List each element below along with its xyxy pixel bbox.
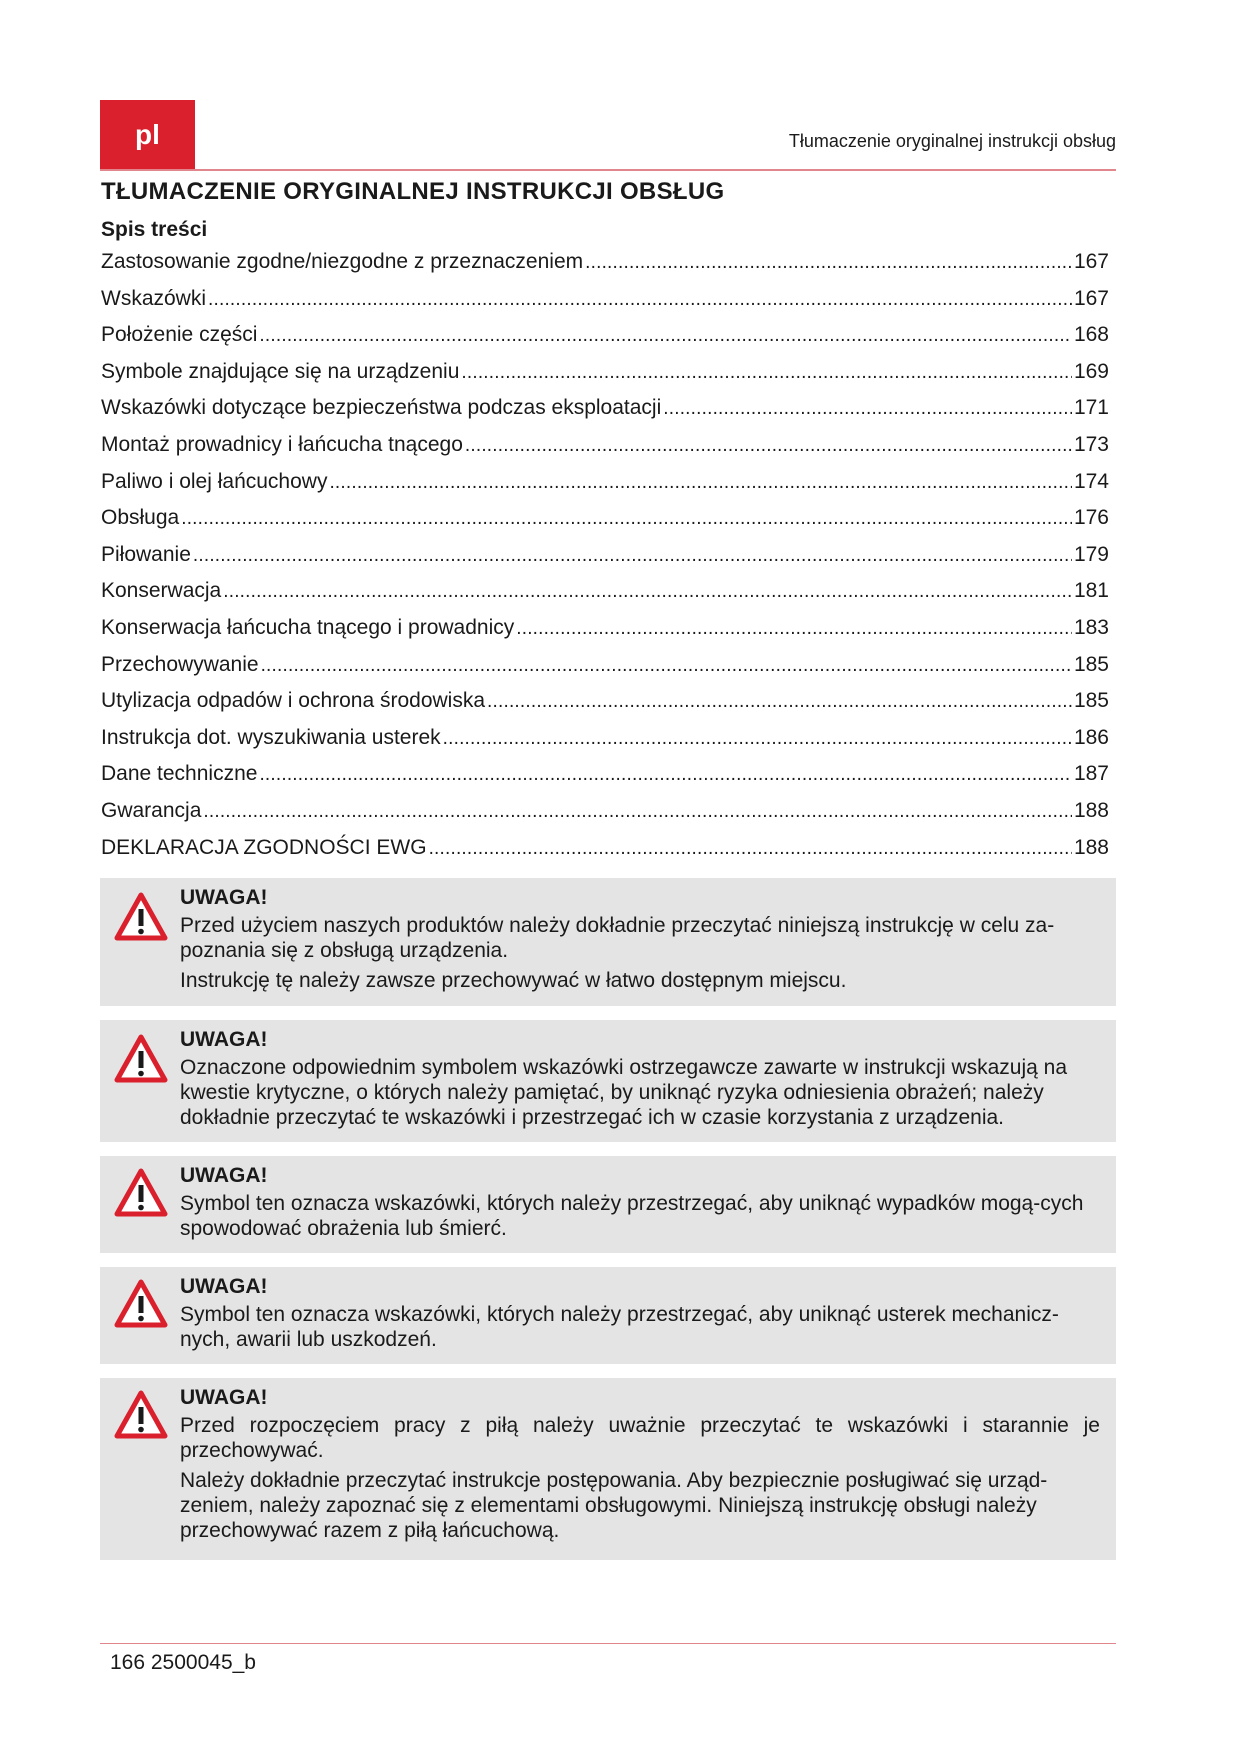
language-tab: pl xyxy=(100,100,195,170)
toc-entry-title: Dane techniczne xyxy=(101,762,258,786)
toc-entry-page: 167 xyxy=(1073,286,1109,310)
toc-entry-title: DEKLARACJA ZGODNOŚCI EWG xyxy=(101,835,427,859)
toc-leader-dots xyxy=(465,433,1072,457)
warning-triangle-icon xyxy=(114,892,168,942)
toc-entry-title: Wskazówki dotyczące bezpieczeństwa podczas eksploatacji xyxy=(101,396,662,420)
toc-entry-title: Symbole znajdujące się na urządzeniu xyxy=(101,359,460,383)
toc-entry-page: 185 xyxy=(1073,652,1109,676)
header-divider xyxy=(100,169,1116,171)
toc-leader-dots xyxy=(585,250,1072,274)
warning-label: UWAGA! xyxy=(180,1386,268,1409)
toc-leader-dots xyxy=(443,726,1072,750)
toc-entry-title: Piłowanie xyxy=(101,542,191,566)
toc-entry[interactable] xyxy=(101,616,1117,653)
warning-triangle-icon xyxy=(114,1279,168,1329)
toc-entry-title: Położenie części xyxy=(101,323,258,347)
warning-text: Oznaczone odpowiednim symbolem wskazówki ostrzegawcze zawarte w instrukcji wskazują na kwestie krytyczne, o których należy pamiętać, by uniknąć ryzyka odniesienia obrażeń; należy dokładnie przeczytać te wskazówki i przestrzegać ich w czasie korzystania z urządzenia. xyxy=(180,1056,1068,1129)
running-header-title: Tłumaczenie oryginalnej instrukcji obsług xyxy=(788,131,1116,151)
toc-entry-page: 187 xyxy=(1073,762,1109,786)
toc-entry-title: Zastosowanie zgodne/niezgodne z przeznaczeniem xyxy=(101,250,584,273)
toc-entry[interactable] xyxy=(101,726,1117,763)
warning-label: UWAGA! xyxy=(180,1164,268,1187)
toc-entry-page: 179 xyxy=(1073,542,1109,566)
toc-entry[interactable] xyxy=(101,250,1117,287)
toc-entry-page: 188 xyxy=(1073,798,1109,822)
toc-leader-dots xyxy=(208,287,1072,311)
toc-leader-dots xyxy=(181,506,1072,530)
warning-label: UWAGA! xyxy=(180,1028,268,1051)
toc-entry[interactable] xyxy=(101,396,1117,433)
toc-leader-dots xyxy=(516,616,1072,640)
toc-entry-page: 174 xyxy=(1073,469,1109,493)
footer-divider xyxy=(100,1643,1116,1644)
toc-entry-page: 171 xyxy=(1073,396,1109,420)
toc-entry-title: Montaż prowadnicy i łańcucha tnącego xyxy=(101,432,463,456)
toc-entry-page: 188 xyxy=(1073,835,1109,859)
toc-entry-page: 183 xyxy=(1073,615,1109,639)
warning-text: Należy dokładnie przeczytać instrukcje postępowania. Aby bezpiecznie posługiwać się urząd-zeniem, należy zapoznać się z elementami obsługowymi. Niniejszą instrukcję obsługi należy przechowywać razem z piłą łańcuchową. xyxy=(180,1469,1048,1542)
toc-entry-title: Konserwacja xyxy=(101,579,222,603)
warning-box xyxy=(100,1020,1116,1142)
warning-text: Przed rozpoczęciem pracy z piłą należy uważnie przeczytać te wskazówki i starannie je przechowywać. xyxy=(180,1414,1100,1462)
warning-box xyxy=(100,1378,1116,1560)
warning-label: UWAGA! xyxy=(180,1275,268,1298)
toc-entry[interactable] xyxy=(101,506,1117,543)
toc-entry[interactable] xyxy=(101,689,1117,726)
toc-leader-dots xyxy=(223,579,1072,603)
warning-text: Symbol ten oznacza wskazówki, których należy przestrzegać, aby uniknąć usterek mechanicz-nych, awarii lub uszkodzeń. xyxy=(180,1303,1059,1351)
toc-leader-dots xyxy=(487,689,1072,713)
toc-entry-title: Konserwacja łańcucha tnącego i prowadnicy xyxy=(101,615,515,639)
toc-entry[interactable] xyxy=(101,323,1117,360)
toc-entry[interactable] xyxy=(101,360,1117,397)
toc-entry[interactable] xyxy=(101,579,1117,616)
toc-entry-page: 173 xyxy=(1073,432,1109,456)
toc-leader-dots xyxy=(329,470,1072,494)
toc-entry[interactable] xyxy=(101,653,1117,690)
toc-entry-title: Obsługa xyxy=(101,506,180,530)
toc-entry-title: Przechowywanie xyxy=(101,652,259,676)
toc-entry-page: 186 xyxy=(1073,725,1109,749)
toc-entry[interactable] xyxy=(101,433,1117,470)
toc-leader-dots xyxy=(193,543,1072,567)
toc-entry-title: Gwarancja xyxy=(101,798,202,822)
toc-entry[interactable] xyxy=(101,762,1117,799)
toc-leader-dots xyxy=(259,323,1072,347)
warning-box xyxy=(100,878,1116,1006)
toc-entry-page: 168 xyxy=(1073,323,1109,347)
toc-leader-dots xyxy=(429,836,1072,860)
toc-entry-title: Instrukcja dot. wyszukiwania usterek xyxy=(101,725,441,749)
warning-text: Przed użyciem naszych produktów należy dokładnie przeczytać niniejszą instrukcję w celu za-poznania się z obsługą urządzenia. xyxy=(180,914,1055,962)
warning-box xyxy=(100,1156,1116,1253)
toc-entry[interactable] xyxy=(101,799,1117,836)
warning-triangle-icon xyxy=(114,1034,168,1084)
toc-entry-page: 167 xyxy=(1073,250,1109,273)
warning-text: Symbol ten oznacza wskazówki, których należy przestrzegać, aby uniknąć wypadków mogą-cych spowodować obrażenia lub śmierć. xyxy=(180,1192,1084,1240)
toc-entry-page: 169 xyxy=(1073,359,1109,383)
document-title: TŁUMACZENIE ORYGINALNEJ INSTRUKCJI OBSŁUG xyxy=(101,178,725,205)
toc-entry-page: 185 xyxy=(1073,689,1109,713)
toc-entry[interactable] xyxy=(101,287,1117,324)
toc-entry-page: 176 xyxy=(1073,506,1109,530)
toc-leader-dots xyxy=(461,360,1072,384)
toc-leader-dots xyxy=(261,653,1072,677)
toc-entry-title: Utylizacja odpadów i ochrona środowiska xyxy=(101,689,486,713)
page-number-code: 166 2500045_b xyxy=(110,1651,256,1674)
warning-box xyxy=(100,1267,1116,1364)
warning-text: Instrukcję tę należy zawsze przechowywać w łatwo dostępnym miejscu. xyxy=(180,969,847,992)
toc-leader-dots xyxy=(663,396,1072,420)
table-of-contents xyxy=(101,250,1117,872)
toc-heading: Spis treści xyxy=(101,218,208,241)
warning-triangle-icon xyxy=(114,1168,168,1218)
toc-entry-title: Paliwo i olej łańcuchowy xyxy=(101,469,328,493)
warning-label: UWAGA! xyxy=(180,886,268,909)
toc-entry[interactable] xyxy=(101,836,1117,873)
toc-entry-page: 181 xyxy=(1073,579,1109,603)
toc-leader-dots xyxy=(203,799,1072,823)
toc-leader-dots xyxy=(259,762,1072,786)
toc-entry-title: Wskazówki xyxy=(101,286,207,310)
toc-entry[interactable] xyxy=(101,470,1117,507)
warning-triangle-icon xyxy=(114,1390,168,1440)
toc-entry[interactable] xyxy=(101,543,1117,580)
